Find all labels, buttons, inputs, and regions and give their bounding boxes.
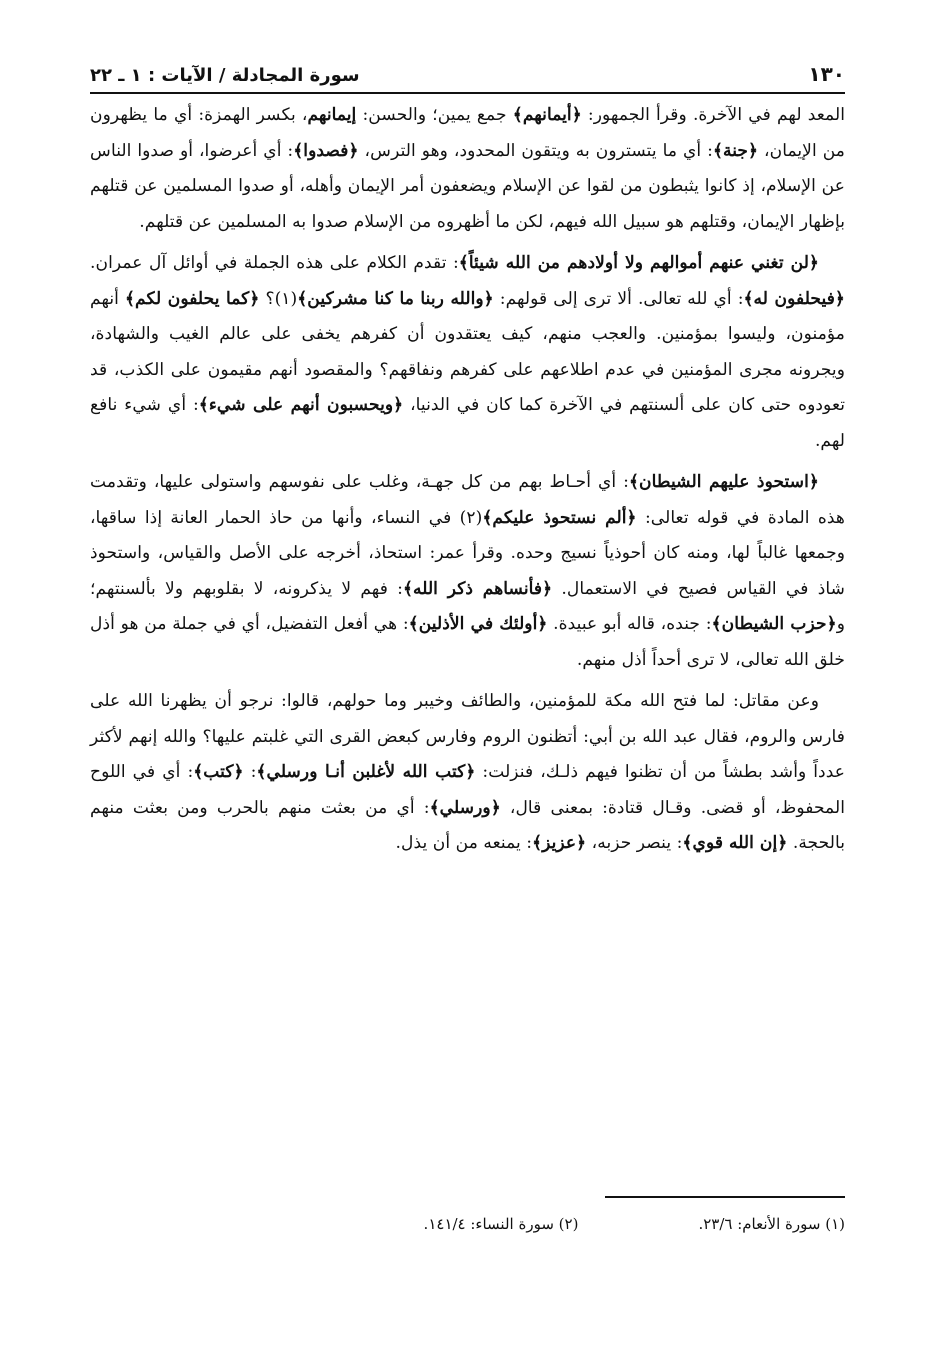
quran-quote: ﴿فصدوا﴾ [293, 140, 359, 161]
text-segment: : أي أحـاط بهم من كل جهـة، وغلب على نفوسهم واستولى عليها، وتقدمت هذه المادة في قوله تعالى: [90, 472, 845, 528]
quran-quote: ﴿استحوذ عليهم الشيطان﴾ [628, 472, 819, 492]
text-segment: أنهم مؤمنون، وليسوا بمؤمنين. والعجب منهم، كيف يعتقدون أن كفرهم يخفى على عالم الغيب والشهادة، ويجرونه مجرى المؤمنين في عدم اطلاعهم على كفرهم ونفاقهم؟ والمقصود أنهم مقيمون على الكذب، قد تعودوه حتى كان على ألسنتهم في الآخرة كما كان في الدنيا، [90, 288, 846, 415]
surah-title: سورة المجادلة / الآيات : ١ ـ ٢٢ [90, 65, 360, 86]
running-header [90, 62, 845, 94]
text-segment: : هي أفعل التفضيل، أي في جملة من هو أذل خلق الله تعالى، لا ترى أحداً أذل منهم. [90, 614, 845, 670]
paragraph [90, 465, 845, 678]
quran-quote: ﴿جنة﴾ [712, 140, 759, 161]
paragraph [90, 246, 845, 459]
quran-quote: ﴿والله ربنا ما كنا مشركين﴾ [297, 288, 494, 309]
text-segment: : أي أعرضوا، أو صدوا الناس عن الإسلام، إذ كانوا يثبطون من لقوا عن الإسلام ويضعفون أمر الإيمان وأهله، أو صدوا المسلمين عن قتلهم بإظهار الإيمان، وقتلهم هو سبيل الله فيهم، لكن ما أظهروه من الإسلام صدوا به المسلمين عن قتلهم. [90, 140, 845, 232]
text-segment: : جنده، قاله أبو عبيدة. [547, 614, 712, 634]
quran-quote: ﴿فيحلفون له﴾ [743, 288, 845, 309]
quran-quote: ﴿ألم نستحوذ عليكم﴾ [482, 507, 637, 528]
footnote-2: (٢) سورة النساء: ١٤١/٤. [423, 1215, 579, 1233]
footnote-1: (١) سورة الأنعام: ٢٣/٦. [698, 1215, 845, 1233]
text-segment: : أي شيء نافع لهم. [90, 395, 845, 451]
quran-quote: ﴿كما يحلفون لكم﴾ [124, 288, 260, 309]
quran-quote: ﴿حزب الشيطان﴾ [711, 614, 837, 634]
quran-quote: ﴿لن تغني عنهم أموالهم ولا أولادهم من الله شيئاً﴾ [458, 253, 820, 273]
page-number: ١٣٠ [808, 62, 845, 86]
quran-quote: إيمانهم [307, 105, 357, 125]
document-page [90, 62, 845, 1346]
text-segment: المعد لهم في الآخرة. وقرأ الجمهور: [581, 105, 845, 125]
footnotes [90, 1212, 845, 1236]
quran-quote: ﴿أولئك في الأذلين﴾ [408, 614, 548, 634]
text-segment: : أي ما يتسترون به ويتقون المحدود، وهو الترس، [358, 140, 713, 161]
quran-quote: ﴿إن الله قوي﴾ [682, 833, 788, 853]
quran-quote: ﴿كتب الله لأغلبن أنـا ورسلي﴾ [256, 762, 476, 782]
paragraph [90, 98, 845, 240]
text-segment: : فهم لا يذكرونه، لا بقلوبهم ولا بألسنتهم؛ و [90, 578, 845, 634]
quran-quote: ﴿كتب﴾ [193, 762, 244, 782]
text-segment: : تقدم الكلام على هذه الجملة في أوائل آل عمران. [90, 253, 459, 273]
quran-quote: ﴿فأنساهم ذكر الله﴾ [402, 578, 553, 599]
footnote-divider [605, 1196, 845, 1198]
body-text [90, 98, 845, 862]
quran-quote: ﴿ويحسبون أنهم على شيء﴾ [198, 395, 404, 415]
text-segment: : ينصر حزبه، [586, 833, 683, 853]
text-segment: : أي لله تعالى. ألا ترى إلى قولهم: [493, 288, 744, 309]
quran-quote: ﴿عزيز﴾ [532, 833, 587, 853]
text-segment: : يمنعه من أن يذل. [395, 833, 533, 853]
text-segment: ، بكسر الهمزة: أي ما يظهرون من الإيمان، [90, 105, 845, 161]
paragraph [90, 684, 845, 862]
text-segment: (١)؟ [259, 288, 298, 309]
text-segment: وعن مقاتل: لما فتح الله مكة للمؤمنين، والطائف وخيبر وما حولهم، قالوا: نرجو أن يظهرنا الله على فارس والروم، فقال عبد الله بن أبي: أتظنون الروم وفارس كبعض القرى التي غلبتم عليها؟ والله إنهم لأكثر عدداً وأشد بطشاً من أن تظنوا فيهم ذلـك، فنزلت: [90, 691, 845, 782]
text-segment: جمع يمين؛ والحسن: [356, 105, 513, 125]
quran-quote: ﴿أيمانهم﴾ [512, 105, 582, 125]
text-segment: : [243, 762, 257, 782]
quran-quote: ﴿ورسلي﴾ [429, 797, 501, 818]
text-segment: : أي من بعثت منهم بالحرب ومن بعثت منهم بالحجة. [90, 797, 845, 853]
text-segment: : أي في اللوح المحفوظ، أو قضى. وقـال قتادة: بمعنى قال، [90, 762, 845, 818]
text-segment: (٢) في النساء، وأنها من حاذ الحمار العانة إذا ساقها، وجمعها غالباً لها، ومنه كان أحوذياً نسيج وحده. وقرأ عمر: استحاذ، أخرجه على الأصل والقياس، واستحوذ شاذ في القياس فصيح في الاستعمال. [90, 507, 845, 599]
